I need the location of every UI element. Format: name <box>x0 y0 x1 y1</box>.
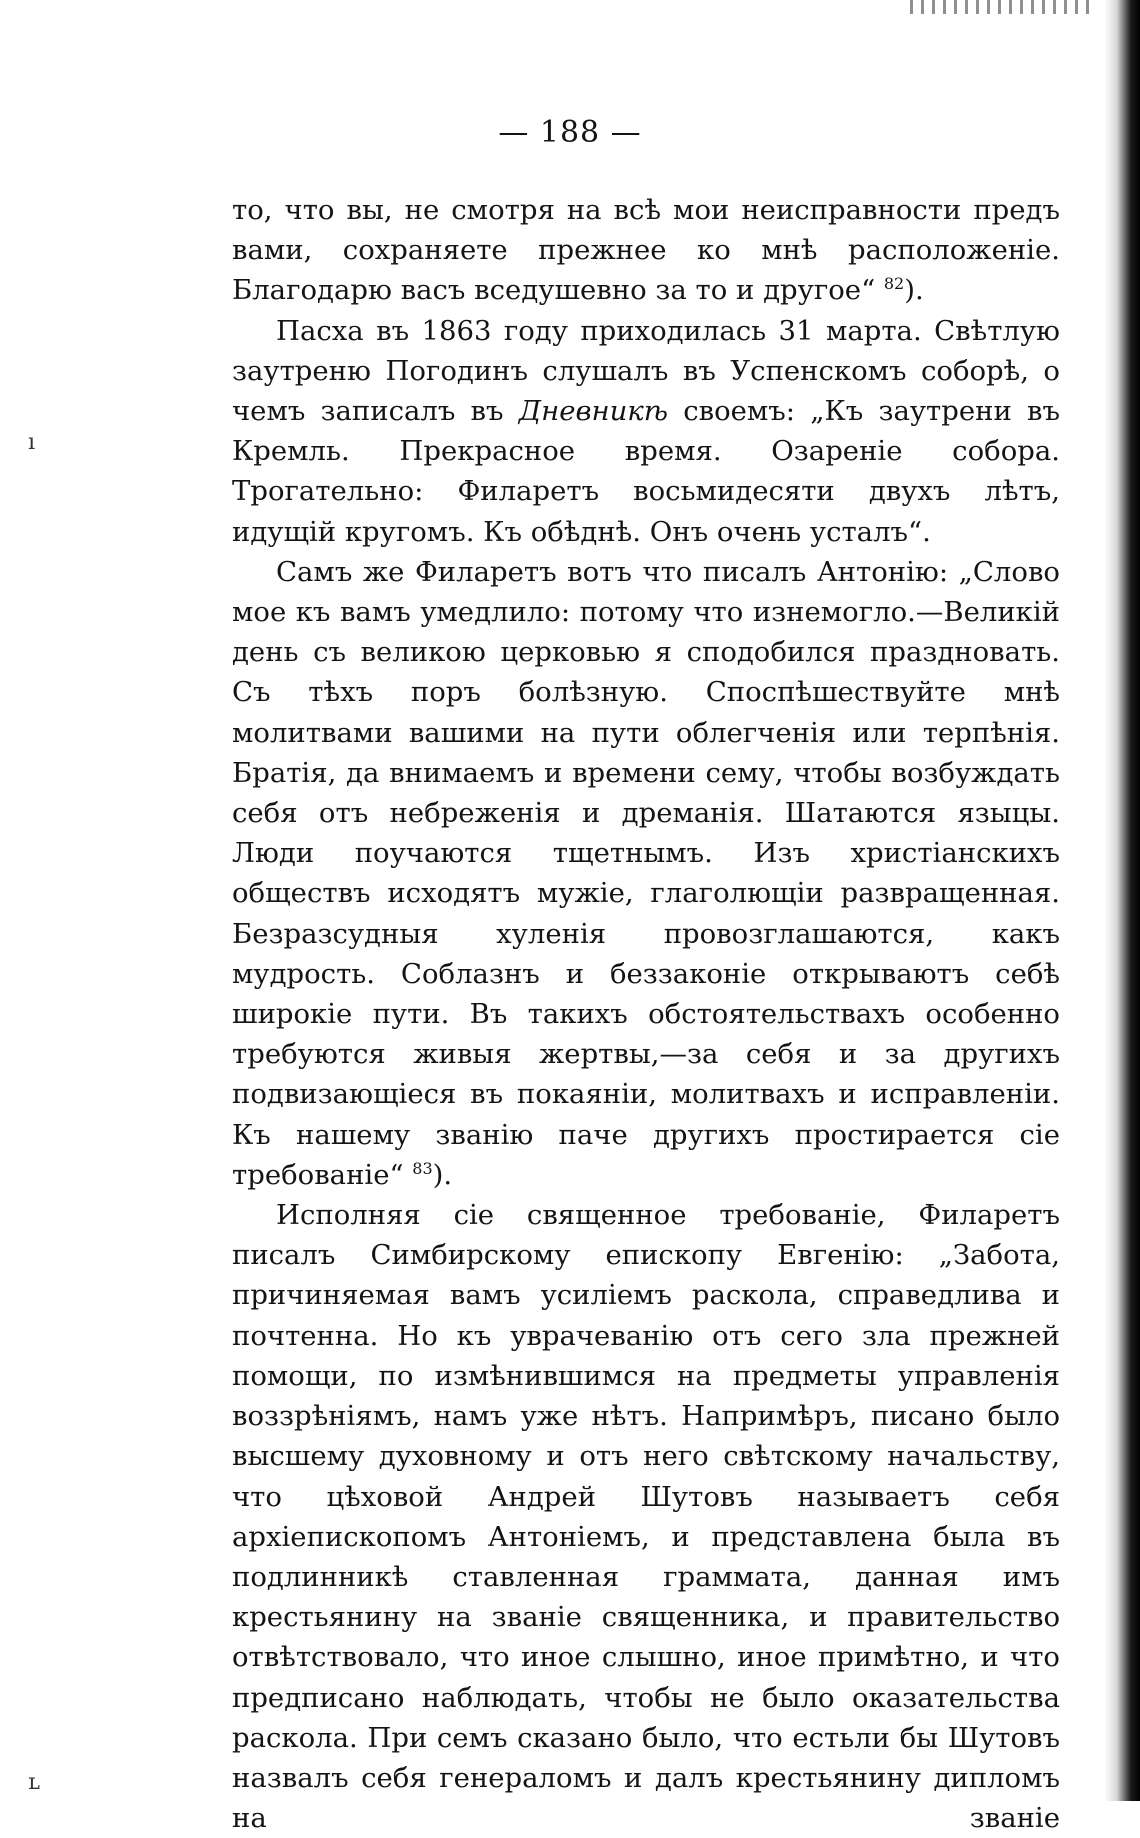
page-number: — 188 — <box>498 115 642 150</box>
paragraph-4 <box>232 1195 1060 1838</box>
page-edge-shadow <box>1104 0 1140 1801</box>
body-text <box>232 190 1060 1838</box>
paragraph-text: то, что вы, не смотря на всѣ мои неисправности предъ вами, сохраняете прежнее ко мнѣ расположеніе. Благодарю васъ вседушевно за то и другое“ <box>232 194 1060 307</box>
paragraph-text: Исполняя сіе священное требованіе, Филаретъ писалъ Симбирскому епископу Евгенію: „Забота, причиняемая вамъ усиліемъ раскола, справедлива и почтенна. Но къ уврачеванію отъ сего зла прежней помощи, по измѣнившимся на предметы управленія воззрѣніямъ, намъ уже нѣтъ. Напримѣръ, писано было высшему духовному и отъ него свѣтскому начальству, что цѣховой Андрей Шутовъ называетъ себя архіепископомъ Антоніемъ, и представлена была въ подлинникѣ ставленная граммата, данная имъ крестьянину на званіе священника, и правительство отвѣтствовало, что иное слышно, иное примѣтно, и что предписано наблюдать, чтобы не было оказательства раскола. При семъ сказано было, что естьли бы Шутовъ назвалъ себя генераломъ и далъ крестьянину дипломъ на званіе <box>232 1199 1060 1835</box>
footnote-ref: 83 <box>412 1158 433 1178</box>
paragraph-text: Пасха въ 1863 году приходилась 31 марта. Свѣтлую заутреню Погодинъ слушалъ въ Успенскомъ соборѣ, о чемъ записалъ въ <box>232 314 1060 428</box>
paragraph-text: Самъ же Филаретъ вотъ что писалъ Антонію: „Слово мое къ вамъ умедлило: потому что изнемогло.—Великій день съ великою церковью я сподобился праздновать. Съ тѣхъ поръ болѣзную. Споспѣшествуйте мнѣ молитвами вашими на пути облегченія или терпѣнія. Братія, да внимаемъ и времени сему, чтобы возбуждать себя отъ небреженія и дреманія. Шатаются языцы. Люди поучаются тщетнымъ. Изъ христіанскихъ обществъ исходятъ мужіе, глаголющіи развращенная. Безразсудныя хуленія провозглашаются, какъ мудрость. Соблазнъ и беззаконіе открываютъ себѣ широкіе пути. Въ такихъ обстоятельствахъ особенно требуются живыя жертвы,—за себя и за другихъ подвизающіеся въ покаяніи, молитвахъ и исправленіи. Къ нашему званію паче другихъ простирается сіе требованіе“ <box>232 555 1060 1191</box>
margin-mark: ı <box>28 430 36 455</box>
scan-speckle <box>910 0 1090 14</box>
paragraph-1 <box>232 190 1060 311</box>
italic-title: Дневникѣ <box>518 395 668 428</box>
footnote-ref: 82 <box>883 274 905 294</box>
margin-mark: ʟ <box>28 1770 40 1795</box>
paragraph-2 <box>232 311 1060 552</box>
paragraph-3 <box>232 552 1060 1195</box>
paragraph-tail: ). <box>432 1158 453 1191</box>
paragraph-text: своемъ: „Къ заутрени въ Кремль. Прекрасное время. Озареніе собора. Трогательно: Филаретъ восьмидесяти двухъ лѣтъ, идущій кругомъ. Къ обѣднѣ. Онъ очень усталъ“. <box>232 395 1060 548</box>
paragraph-tail: ). <box>904 274 924 307</box>
